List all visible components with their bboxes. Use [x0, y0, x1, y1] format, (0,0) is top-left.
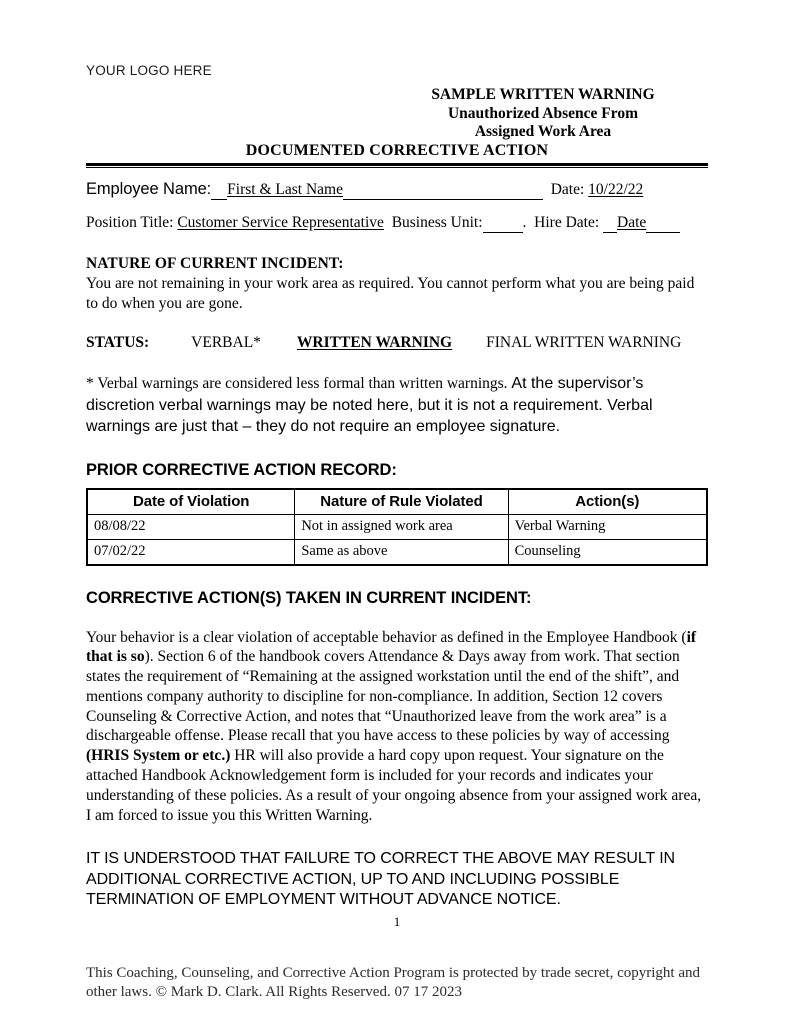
body-bold-hris-system: (HRIS System or etc.) — [86, 747, 231, 765]
body-part-1: Your behavior is a clear violation of acceptable behavior as defined in the Employee Handbook ( — [86, 628, 687, 646]
body-part-3: HR will also provide a hard copy upon request. Your signature on the attached Handbook Acknowledgement form is included for your records and indicates your understanding of these policies. As a result of your ongoing absence from your assigned work area, I am forced to issue you this Written Warning. — [86, 747, 702, 824]
verbal-warning-note — [86, 373, 708, 438]
table-row — [87, 539, 707, 565]
sample-title-line-1: SAMPLE WRITTEN WARNING — [431, 86, 655, 103]
page-title: DOCUMENTED CORRECTIVE ACTION — [245, 142, 549, 159]
status-option-written-warning[interactable]: WRITTEN WARNING — [296, 334, 453, 351]
column-header-date-of-violation: Date of Violation — [87, 489, 295, 515]
table-row — [87, 514, 707, 539]
logo-placeholder: YOUR LOGO HERE — [86, 63, 212, 78]
footer-copyright: This Coaching, Counseling, and Corrective Action Program is protected by trade secret, copyright and other laws. © Mark D. Clark. All Rights Reserved. 07 17 2023 — [86, 964, 701, 1000]
hire-date-label: Hire Date: — [534, 214, 600, 231]
position-details-row — [86, 214, 708, 233]
cell-date: 08/08/22 — [87, 514, 295, 539]
incident-text: You are not remaining in your work area as required. You cannot perform what you are being paid to do when you are gone. — [86, 275, 695, 312]
closing-statement: IT IS UNDERSTOOD THAT FAILURE TO CORRECT THE ABOVE MAY RESULT IN ADDITIONAL CORRECTIVE ACTION, UP TO AND INCLUDING POSSIBLE TERMINATION OF EMPLOYMENT WITHOUT ADVANCE NOTICE. — [86, 850, 675, 909]
employee-name-value[interactable]: First & Last Name — [227, 181, 343, 198]
date-label: Date: — [550, 181, 585, 198]
column-header-nature-of-rule-violated: Nature of Rule Violated — [295, 489, 508, 515]
status-label: STATUS: — [86, 334, 150, 351]
table-header-row — [87, 489, 707, 515]
verbal-note-sans-part: At the supervisor’s discretion verbal warnings may be noted here, but it is not a requirement. Verbal warnings are just that – they do not require an employee signature. — [86, 375, 653, 435]
prior-corrective-action-table — [86, 488, 708, 566]
corrective-action-body — [86, 628, 708, 826]
document-content — [86, 62, 708, 1002]
document-header — [86, 86, 708, 162]
status-option-final-written-warning[interactable]: FINAL WRITTEN WARNING — [486, 334, 682, 351]
sample-warning-title — [378, 86, 708, 142]
position-title-label: Position Title: — [86, 214, 174, 231]
employee-name-label: Employee Name: — [86, 180, 212, 198]
business-unit-label: Business Unit: — [391, 214, 483, 231]
corrective-action-heading: CORRECTIVE ACTION(S) TAKEN IN CURRENT INCIDENT: — [86, 588, 532, 607]
hire-date-value[interactable]: Date — [617, 214, 647, 231]
incident-heading: NATURE OF CURRENT INCIDENT: — [86, 255, 344, 272]
status-row — [86, 334, 708, 352]
cell-action: Verbal Warning — [508, 514, 707, 539]
prior-record-heading: PRIOR CORRECTIVE ACTION RECORD: — [86, 460, 397, 479]
page-number: 1 — [393, 913, 401, 929]
cell-action: Counseling — [508, 539, 707, 565]
business-unit-value-blank[interactable] — [483, 214, 523, 233]
body-part-2: ). Section 6 of the handbook covers Attendance & Days away from work. That section states the requirement of “Remaining at the assigned workstation until the end of the shift”, and mentions company authority to discipline for non-compliance. In addition, Section 12 covers Counseling & Corrective Action, and notes that “Unauthorized leave from the work area” is a dischargeable offense. Please recall that you have access to these policies by way of accessing — [86, 648, 680, 745]
sample-title-line-3: Assigned Work Area — [474, 123, 612, 140]
business-unit-value: . — [522, 214, 527, 231]
cell-nature: Not in assigned work area — [295, 514, 508, 539]
position-title-value[interactable]: Customer Service Representative — [177, 214, 384, 231]
column-header-actions: Action(s) — [508, 489, 707, 515]
sample-title-line-2: Unauthorized Absence From — [447, 104, 638, 122]
verbal-note-serif-part: * Verbal warnings are considered less formal than written warnings. — [86, 375, 508, 392]
cell-date: 07/02/22 — [87, 539, 295, 565]
status-option-verbal[interactable]: VERBAL* — [191, 334, 261, 351]
date-value[interactable]: 10/22/22 — [588, 181, 644, 198]
header-divider — [86, 163, 708, 168]
employee-name-row — [86, 180, 708, 200]
cell-nature: Same as above — [295, 539, 508, 565]
body-bold-if-that-is-so: if that is so — [86, 628, 697, 666]
